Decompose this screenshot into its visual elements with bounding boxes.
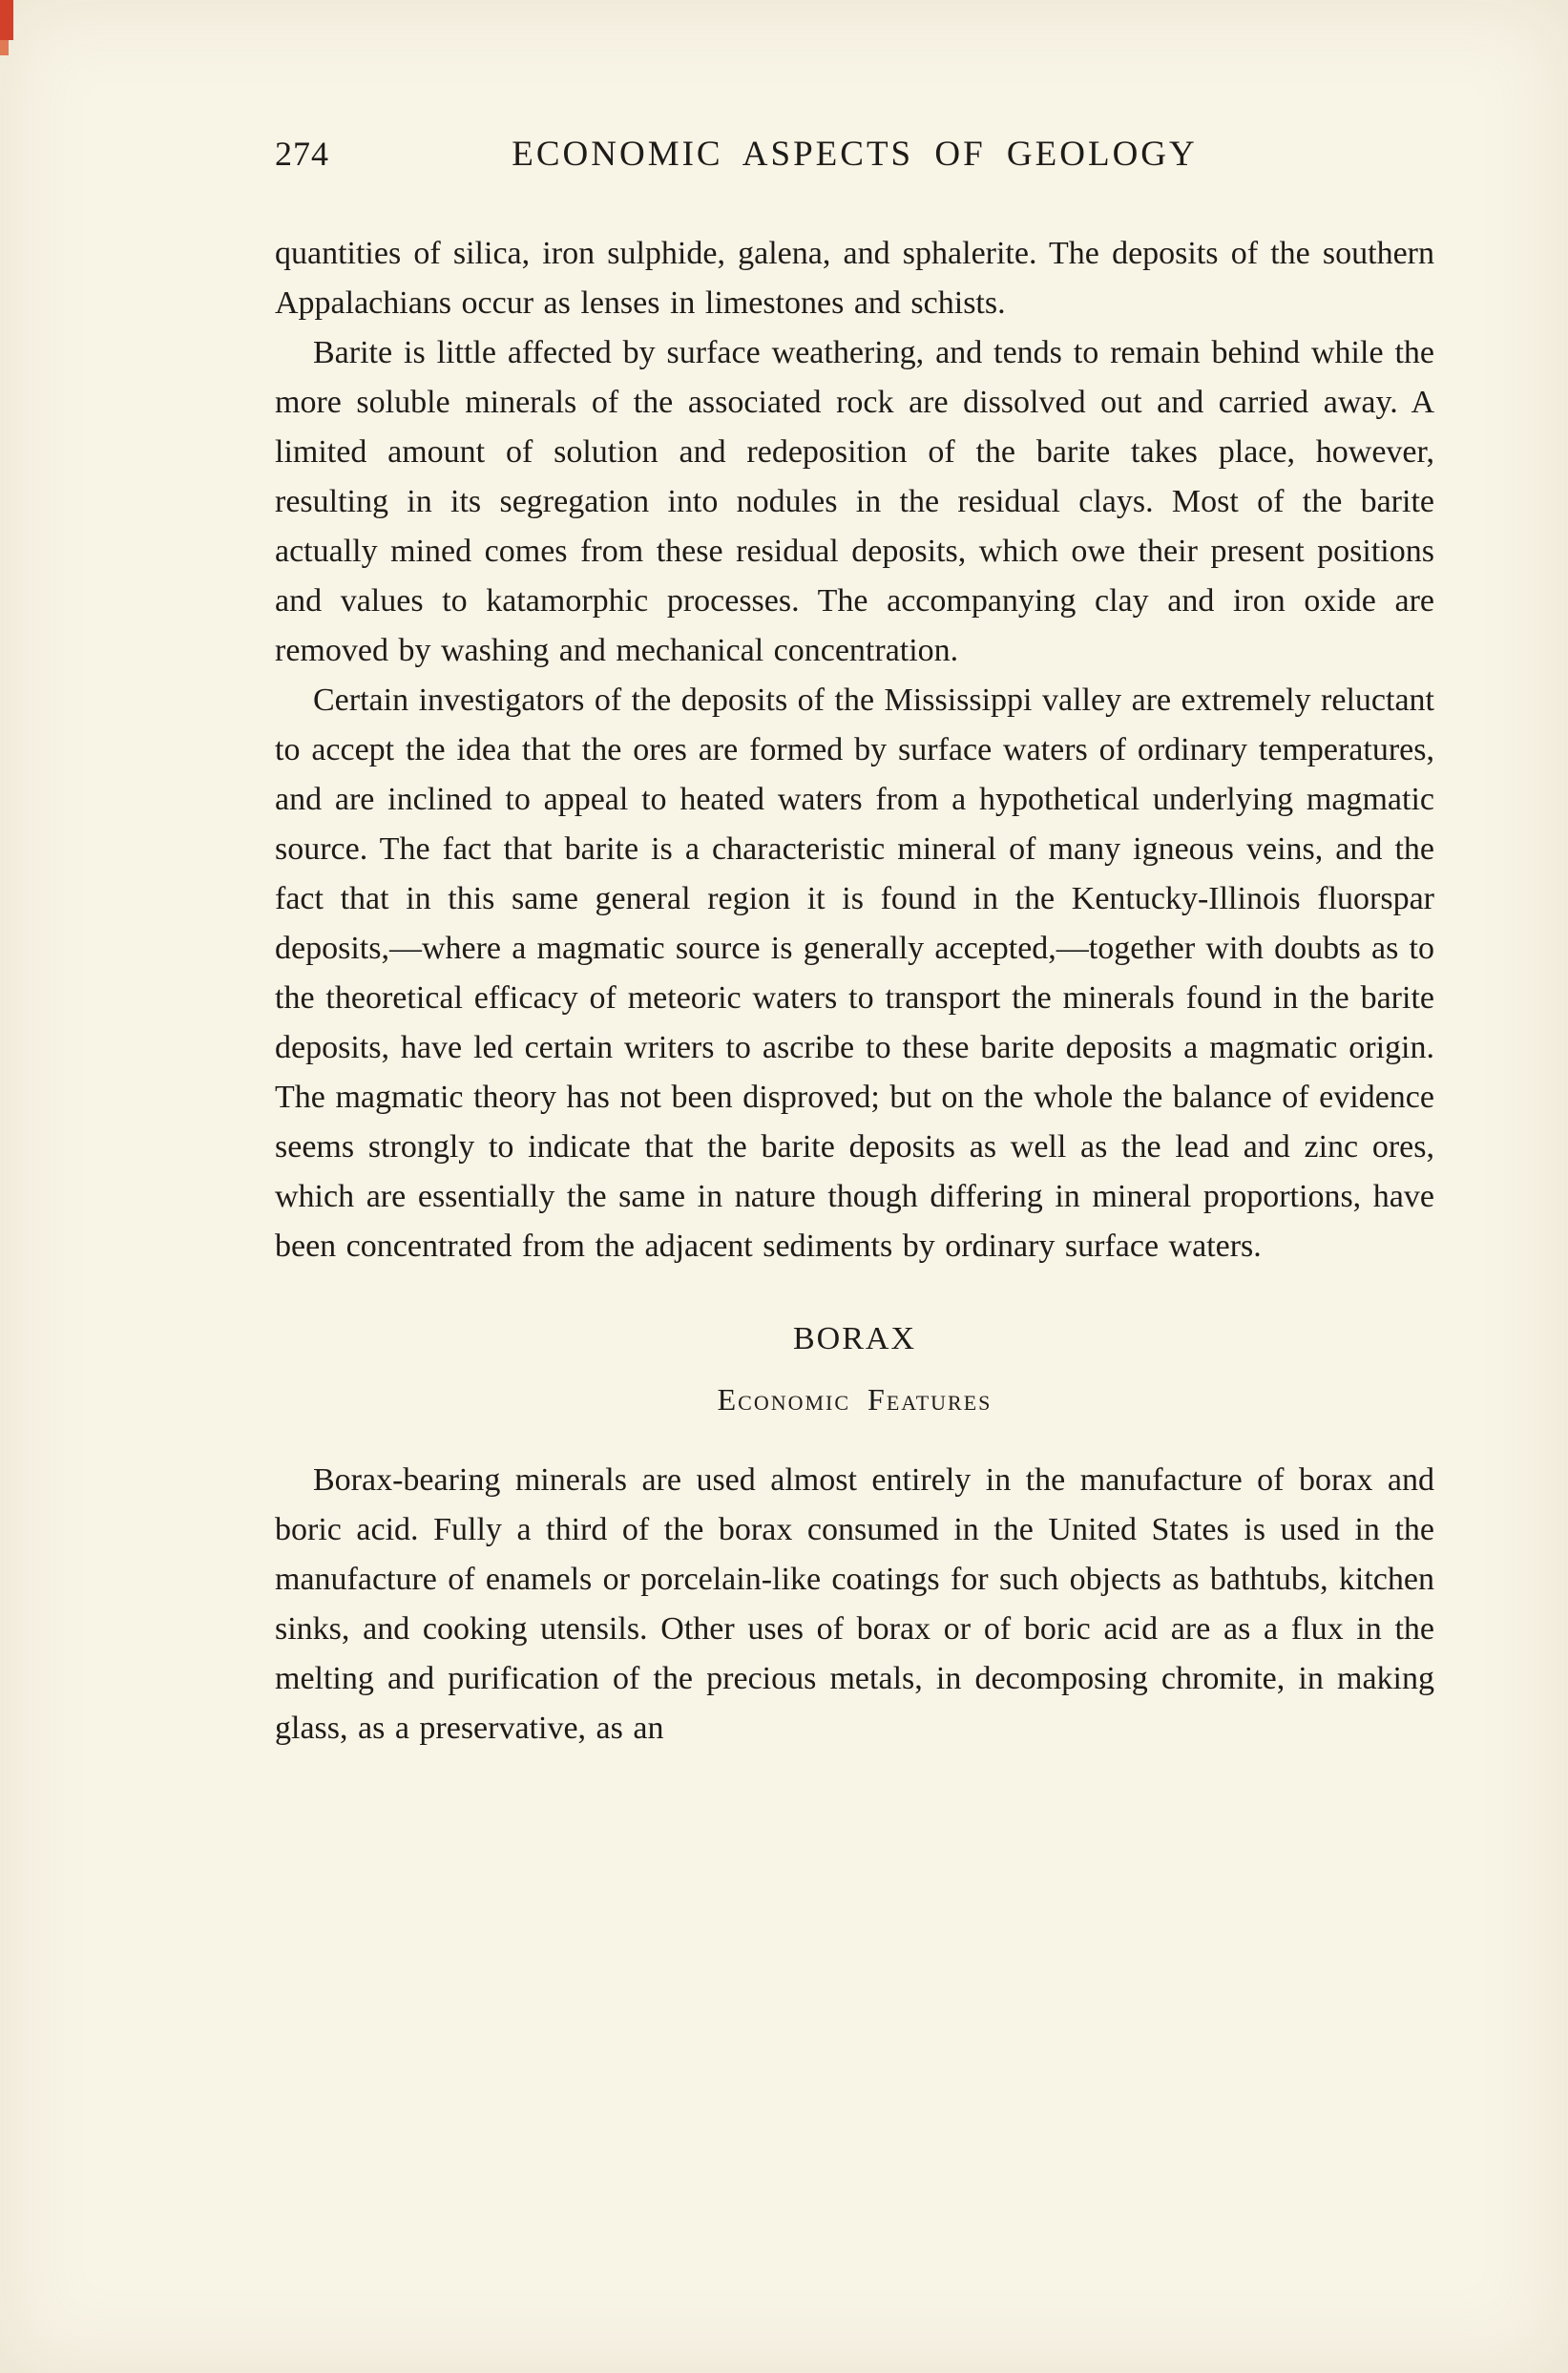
subsection-heading: Economic Features (717, 1382, 993, 1417)
running-title: ECONOMIC ASPECTS OF GEOLOGY (512, 135, 1198, 174)
scan-edge-artifact (0, 40, 9, 55)
paragraph: quantities of silica, iron sulphide, galena, and sphalerite. The deposits of the southern Appalachians occur as lenses in limestones and schists. (275, 236, 1434, 321)
page-body (275, 229, 1434, 1754)
page-header (275, 134, 1434, 179)
paragraph: Borax-bearing minerals are used almost entirely in the manufacture of borax and boric acid. Fully a third of the borax consumed in the United States is used in the manufacture of enamels or porcelain-like coatings for such objects as bathtubs, kitchen sinks, and cooking utensils. Other uses of borax or of boric acid are as a flux in the melting and purification of the precious metals, in decomposing chromite, in making glass, as a preservative, as an (275, 1462, 1434, 1746)
paragraph: Certain investigators of the deposits of the Mississippi valley are extremely reluctant to accept the idea that the ores are formed by surface waters of ordinary temperatures, and are inclined to appeal to heated waters from a hypothetical underlying magmatic source. The fact that barite is a characteristic mineral of many igneous veins, and the fact that in this same general region it is found in the Kentucky-Illinois fluorspar deposits,—where a magmatic source is generally accepted,—together with doubts as to the theoretical efficacy of meteoric waters to transport the minerals found in the barite deposits, have led certain writers to ascribe to these barite deposits a magmatic origin. The magmatic theory has not been disproved; but on the whole the balance of evidence seems strongly to indicate that the barite deposits as well as the lead and zinc ores, which are essentially the same in nature though differing in mineral proportions, have been concentrated from the adjacent sediments by ordinary surface waters. (275, 682, 1434, 1264)
text-block (275, 134, 1434, 1754)
paragraph: Barite is little affected by surface weathering, and tends to remain behind while the more soluble minerals of the associated rock are dissolved out and carried away. A limited amount of solution and redeposition of the barite takes place, however, resulting in its segregation into nodules in the residual clays. Most of the barite actually mined comes from these residual deposits, which owe their present positions and values to katamorphic processes. The accompanying clay and iron oxide are removed by washing and mechanical concentration. (275, 335, 1434, 668)
scan-edge-artifact (0, 0, 13, 40)
page-number: 274 (275, 135, 329, 173)
section-heading: BORAX (792, 1321, 917, 1356)
